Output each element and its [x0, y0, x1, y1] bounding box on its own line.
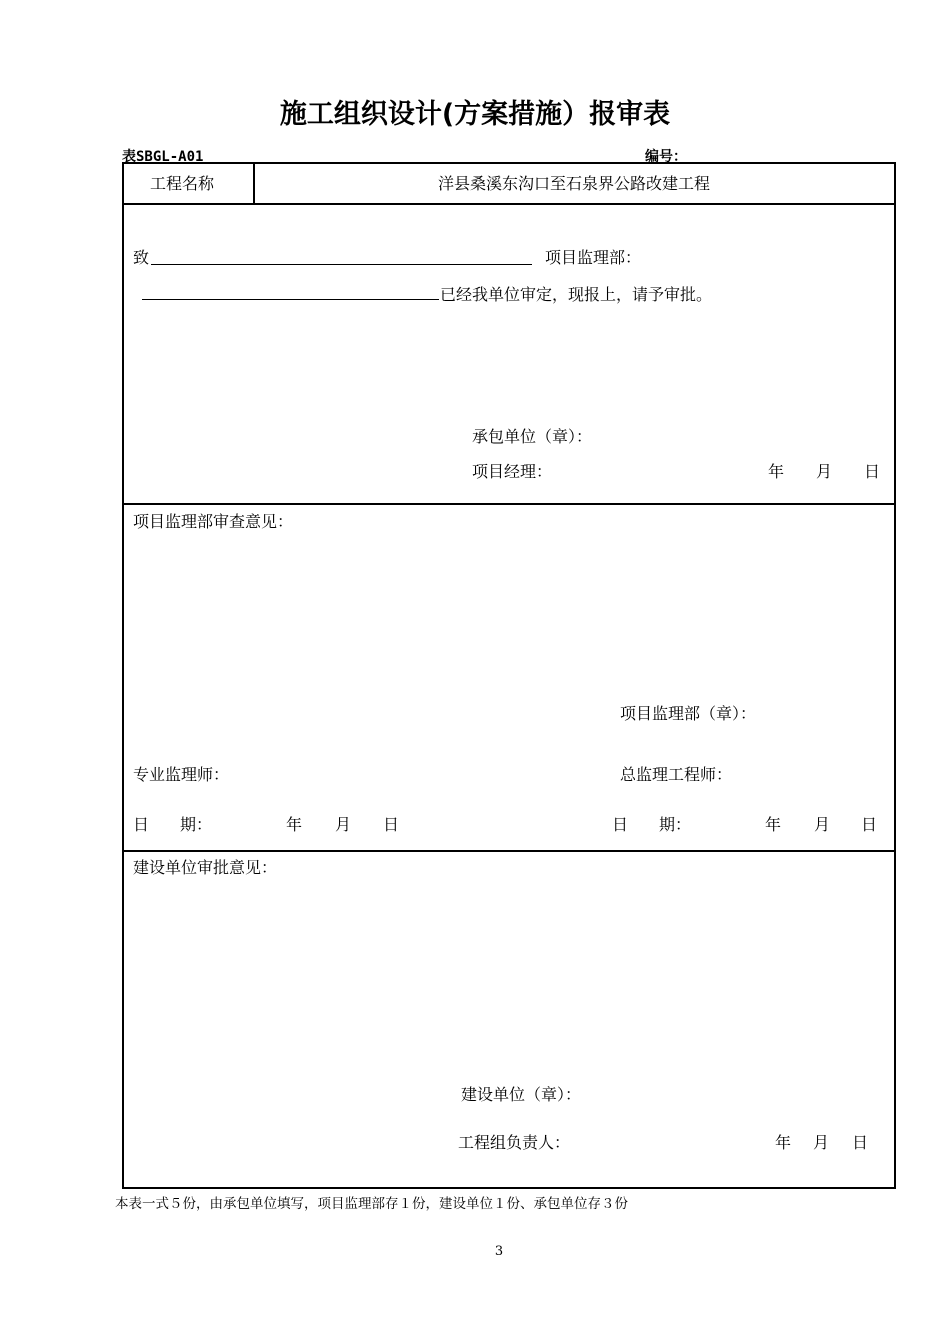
form-code-label: 表	[122, 149, 136, 165]
table-border-left	[122, 162, 124, 1189]
supervision-seal-label: 项目监理部（章）：	[620, 704, 757, 723]
supervision-dept-label: 项目监理部：	[545, 248, 642, 267]
right-date-year: 年	[765, 815, 782, 834]
specialist-supervisor-label: 专业监理师：	[133, 765, 230, 784]
supervision-opinion-heading: 项目监理部审查意见：	[133, 512, 294, 531]
owner-date-month: 月	[813, 1133, 830, 1152]
addressee-blank[interactable]	[151, 264, 532, 265]
owner-seal-label: 建设单位（章）：	[461, 1085, 582, 1104]
submit-statement: 已经我单位审定，现报上，请予审批。	[440, 285, 713, 304]
owner-date-year: 年	[775, 1133, 792, 1152]
project-manager-label: 项目经理：	[472, 462, 553, 481]
table-border-right	[894, 162, 896, 1189]
page-title: 施工组织设计(方案措施）报审表	[279, 99, 671, 130]
right-date-month: 月	[814, 815, 831, 834]
left-date-month: 月	[335, 815, 352, 834]
row-divider-3	[122, 850, 896, 852]
owner-opinion-heading: 建设单位审批意见：	[133, 858, 278, 877]
row-divider-1	[122, 203, 896, 205]
footer-note: 本表一式５份，由承包单位填写，项目监理部存１份，建设单位１份、承包单位存３份	[115, 1196, 628, 1212]
contractor-seal-label: 承包单位（章）：	[472, 427, 593, 446]
contractor-date-day: 日	[864, 462, 881, 481]
project-name-value: 洋县桑溪东沟口至石泉界公路改建工程	[437, 174, 710, 193]
right-date-day: 日	[861, 815, 878, 834]
project-leader-label: 工程组负责人：	[458, 1133, 571, 1152]
page-number: 3	[494, 1244, 504, 1259]
owner-date-day: 日	[852, 1133, 869, 1152]
table-border-top	[122, 162, 896, 164]
date-label-right-char2: 期：	[659, 815, 692, 834]
left-date-day: 日	[383, 815, 400, 834]
form-number-label: 编号：	[645, 149, 687, 165]
document-name-blank[interactable]	[142, 299, 439, 300]
row-divider-2	[122, 503, 896, 505]
project-name-label: 工程名称	[150, 174, 215, 193]
date-label-left-char2: 期：	[180, 815, 213, 834]
to-label: 致	[133, 248, 150, 267]
form-code-value: SBGL-A01	[136, 149, 204, 165]
table-border-bottom	[122, 1187, 896, 1189]
contractor-date-month: 月	[816, 462, 833, 481]
chief-supervisor-label: 总监理工程师：	[620, 765, 733, 784]
date-label-right-char1: 日	[612, 815, 629, 834]
left-date-year: 年	[286, 815, 303, 834]
contractor-date-year: 年	[768, 462, 785, 481]
date-label-left-char1: 日	[133, 815, 150, 834]
